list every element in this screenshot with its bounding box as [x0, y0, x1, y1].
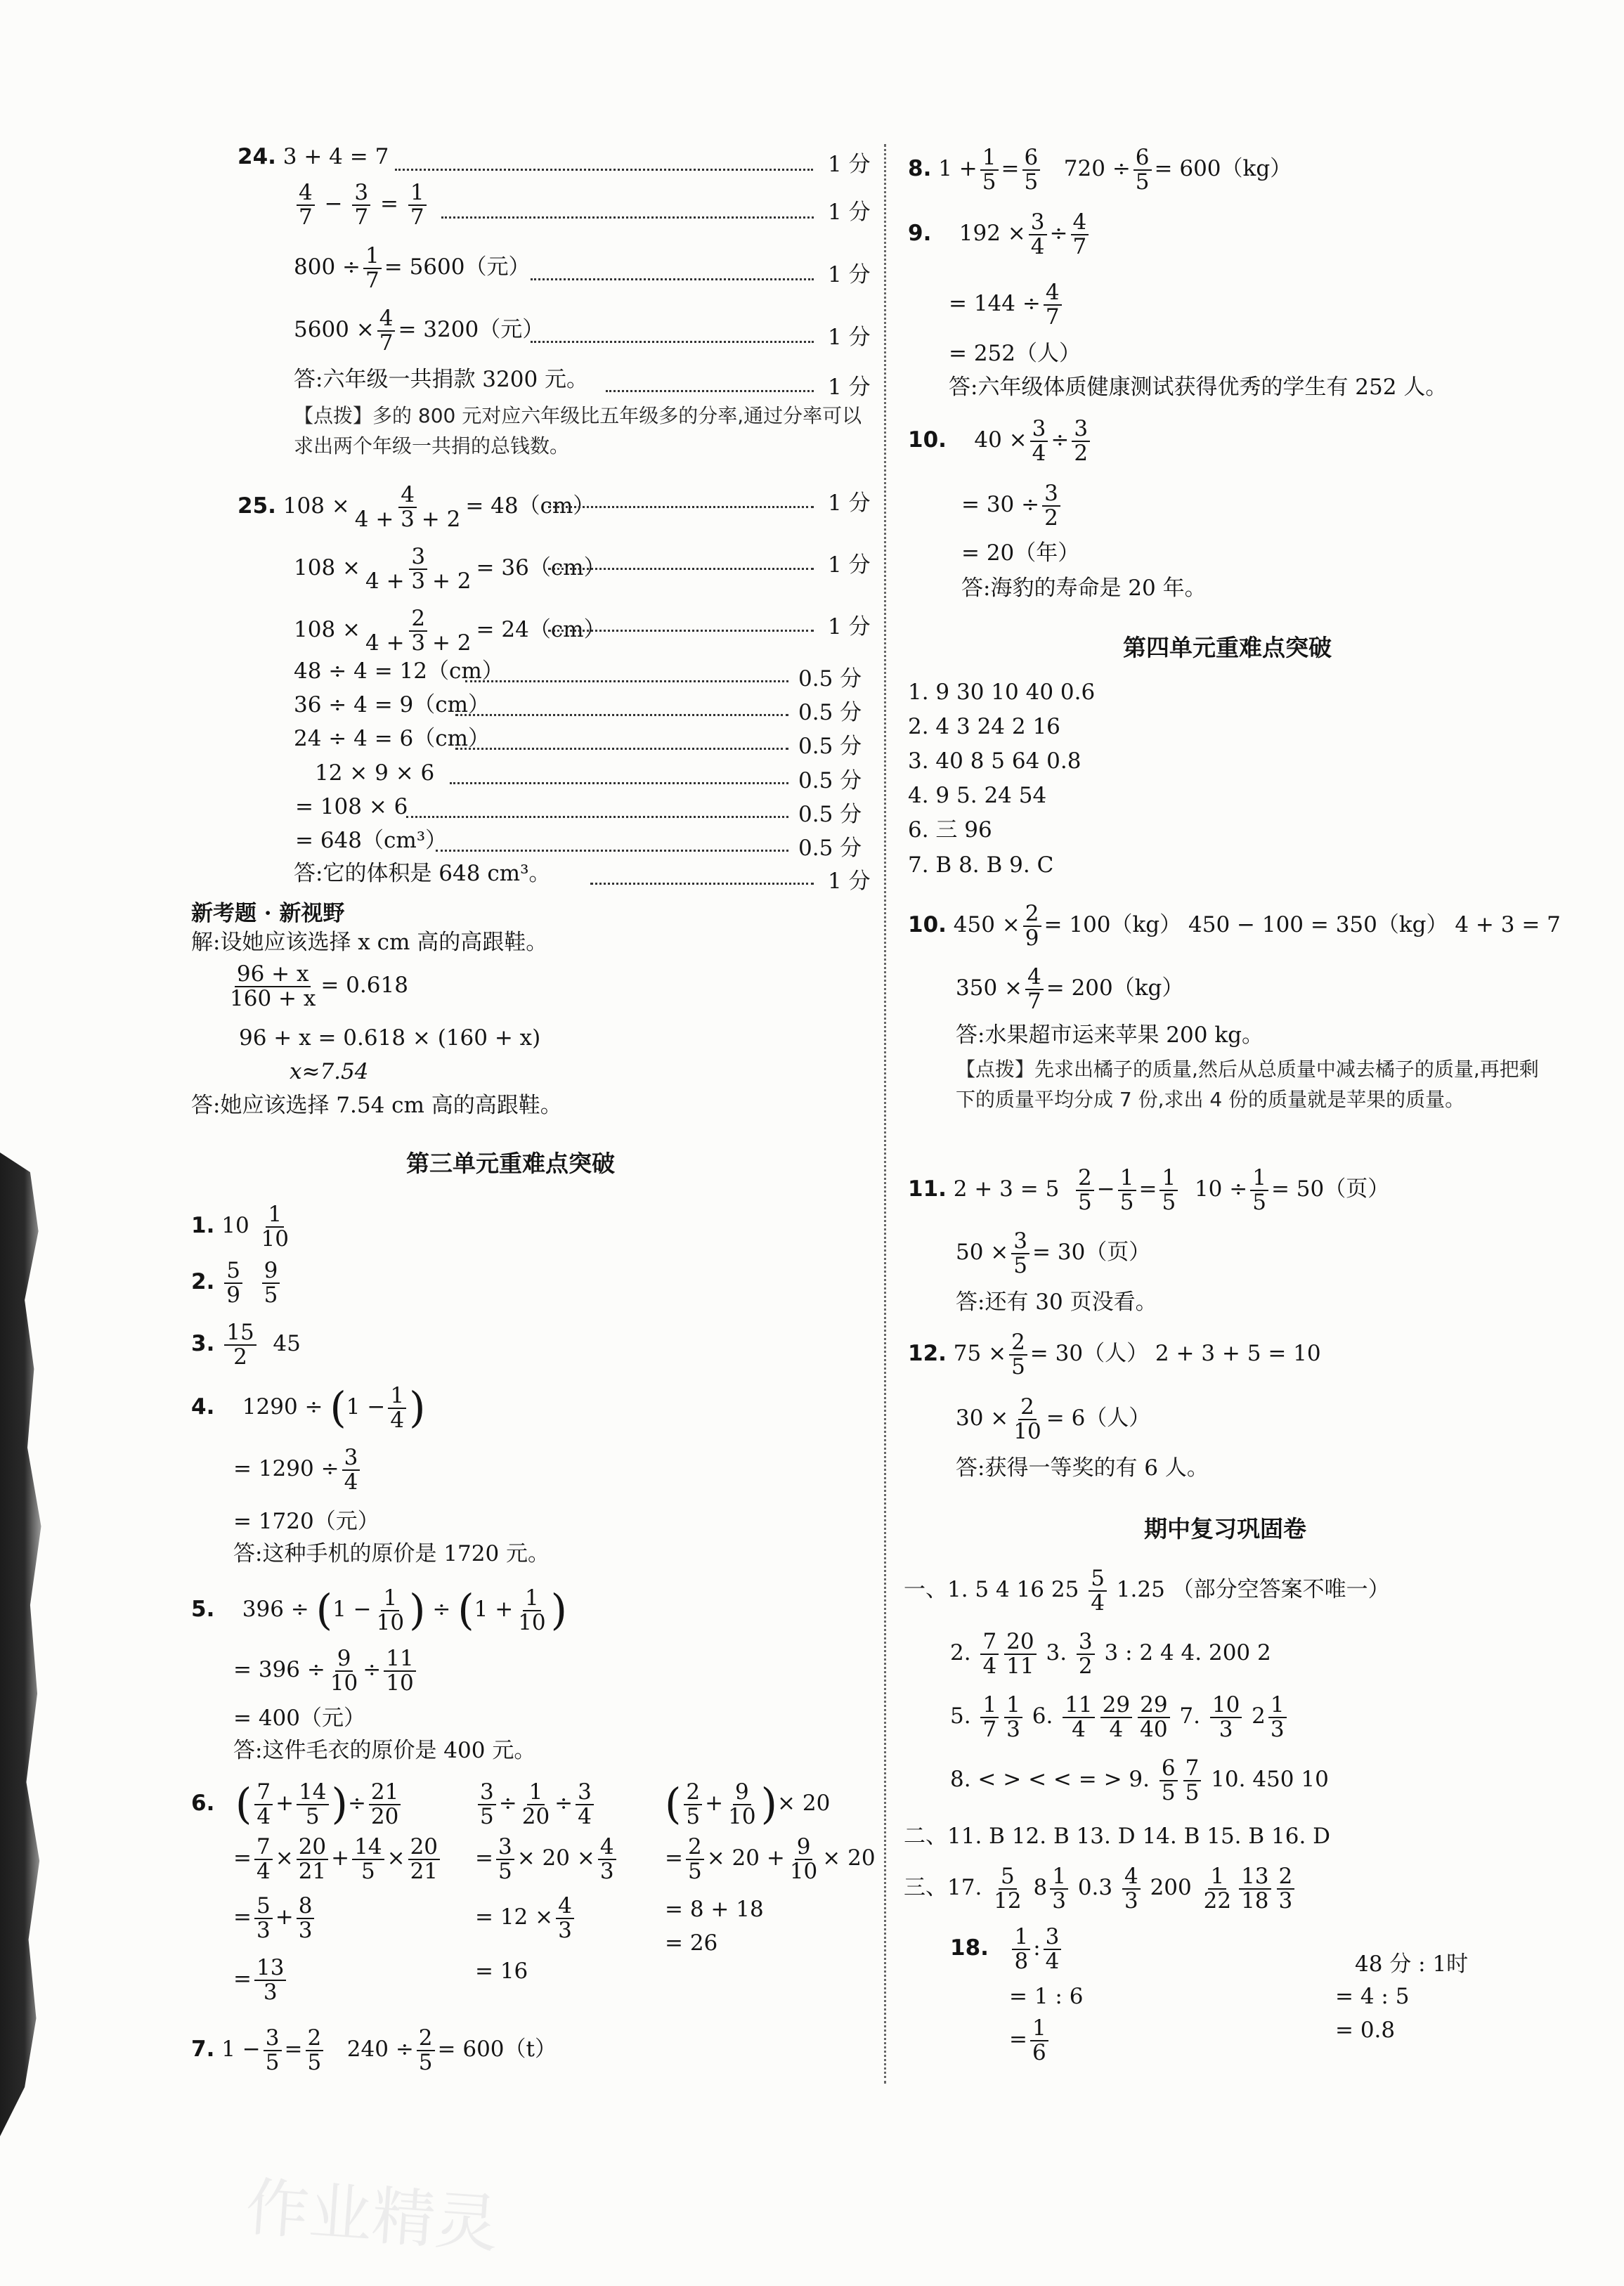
unit3-q6-c2: = $\frac{2}{5}$ × 20 + $\frac{9}{10}$ × 20: [665, 1834, 876, 1884]
unit4-q12-line1: 12. 75 × $\frac{2}{5}$ = 30（人） 2 + 3 + 5 = 10: [908, 1330, 1321, 1379]
unit3-q4-answer: 答:这种手机的原价是 1720 元。: [233, 1541, 550, 1566]
dot-leader: [436, 850, 788, 852]
unit4-q10-tip: 【点拨】先求出橘子的质量,然后从总质量中减去橘子的质量,再把剩下的质量平均分成 7 份,求出 4 份的质量就是苹果的质量。: [956, 1058, 1539, 1112]
q24-score-4: 1 分: [828, 325, 871, 350]
newq-line1: 解:设她应该选择 x cm 高的高跟鞋。: [191, 930, 548, 955]
newq-answer: 答:她应该选择 7.54 cm 高的高跟鞋。: [191, 1093, 562, 1118]
q10-line1: 10. 40 × $\frac{3}{4}$ ÷ $\frac{3}{2}$: [908, 417, 1093, 465]
page-edge-shadow: [0, 1152, 55, 2136]
q25-answer: 答:它的体积是 648 cm³。: [294, 861, 551, 886]
unit3-q6-c3: = 8 + 18: [665, 1897, 764, 1922]
unit3-q5-line1: 5. 396 ÷ (1 − $\frac{1}{10}$ ) ÷ (1 + $\frac{1}{10}$ ): [191, 1585, 568, 1635]
q25-line5: 36 ÷ 4 = 9（cm）: [294, 692, 491, 717]
q24-line4: 5600 × $\frac{4}{7}$ = 3200（元）: [294, 306, 545, 356]
unit3-title: 第三单元重难点突破: [406, 1150, 615, 1177]
q25-score-5: 0.5 分: [798, 700, 862, 725]
unit4-q12-line2: 30 × $\frac{2}{10}$ = 6（人）: [956, 1394, 1151, 1444]
q24-line3: 800 ÷ $\frac{1}{7}$ = 5600（元）: [294, 243, 531, 293]
mid-q18-b1: 48 分 : 1时: [1355, 1951, 1469, 1977]
q25-line8: = 108 × 6: [295, 794, 408, 819]
newq-line2: $\frac{96 + x}{160 + x}$ = 0.618: [230, 961, 408, 1011]
unit3-q7: 7. 1 − $\frac{3}{5}$ = $\frac{2}{5}$ 240 ÷ $\frac{2}{5}$ = 600（t）: [191, 2025, 557, 2075]
q24-line1: 24. 3 + 4 = 7: [238, 144, 389, 169]
q24-score-1: 1 分: [828, 152, 871, 177]
dot-leader: [531, 278, 814, 280]
q9-answer: 答:六年级体质健康测试获得优秀的学生有 252 人。: [949, 375, 1448, 400]
mid-row5: 二、11. B 12. B 13. D 14. B 15. B 16. D: [904, 1824, 1331, 1849]
mid-row3: 5. $\frac{1}{7}$ $\frac{1}{3}$ 6. $\frac{11}{4}$ $\frac{29}{4}$ $\frac{29}{40}$ 7. $\frac{10}{3}$ 2 $\frac{1}{3}$: [950, 1694, 1290, 1741]
unit3-q4-line2: = 1290 ÷ $\frac{3}{4}$: [233, 1446, 363, 1493]
mid-q18-b2: = 4 : 5: [1335, 1984, 1410, 2009]
unit4-line1: 1. 9 30 10 40 0.6: [908, 680, 1096, 705]
mid-row1: 一、1. 5 4 16 25 $\frac{5}{4}$ 1.25 （部分空答案不唯一）: [904, 1566, 1390, 1616]
unit3-q6-b2: = $\frac{3}{5}$ × 20 × $\frac{4}{3}$: [475, 1836, 619, 1883]
watermark: 作业精灵: [243, 2170, 501, 2262]
q10-answer: 答:海豹的寿命是 20 年。: [961, 576, 1207, 601]
q9-line3: = 252（人）: [949, 341, 1081, 366]
q10-line2: = 30 ÷ $\frac{3}{2}$: [961, 482, 1063, 529]
q24-score-5: 1 分: [828, 375, 871, 400]
unit4-line4: 4. 9 5. 24 54: [908, 783, 1047, 808]
dot-leader: [465, 680, 788, 682]
unit4-line5: 6. 三 96: [908, 817, 992, 843]
unit3-q6-c4: = 26: [665, 1930, 718, 1956]
dot-leader: [406, 816, 788, 818]
q25-line2: 108 × $\frac{3}{4 + 3 + 2}$ = 36（cm）: [294, 544, 606, 594]
q9-line1: 9. 192 × $\frac{3}{4}$ ÷ $\frac{4}{7}$: [908, 211, 1091, 258]
q25-score-3: 1 分: [828, 614, 871, 639]
q24-score-2: 1 分: [828, 200, 871, 225]
unit3-q4-line3: = 1720（元）: [233, 1509, 379, 1534]
q25-score-7: 0.5 分: [798, 768, 862, 793]
column-divider: [884, 144, 886, 2084]
mid-q18-line3: = $\frac{1}{6}$: [1009, 2017, 1051, 2064]
q24-line2: $\frac{4}{7}$ − $\frac{3}{7}$ = $\frac{1}{7}$: [294, 181, 429, 228]
dot-leader: [548, 506, 814, 508]
dot-leader: [455, 748, 788, 750]
q10-line3: = 20（年）: [961, 540, 1080, 566]
unit3-q6-a4: = $\frac{13}{3}$: [233, 1956, 289, 2004]
unit4-q11-line1: 11. 2 + 3 = 5 $\frac{2}{5}$ − $\frac{1}{5}$ = $\frac{1}{5}$ 10 ÷ $\frac{1}{5}$ = 50（页）: [908, 1165, 1390, 1215]
q9-line2: = 144 ÷ $\frac{4}{7}$: [949, 281, 1065, 328]
dot-leader: [548, 568, 814, 570]
q24-answer: 答:六年级一共捐款 3200 元。: [294, 367, 589, 392]
unit3-q4-line1: 4. 1290 ÷ (1 − $\frac{1}{4}$ ): [191, 1383, 426, 1433]
dot-leader: [590, 883, 814, 885]
mid-q18-line1: 18. $\frac{1}{8}$ : $\frac{3}{4}$: [950, 1925, 1064, 1973]
q25-line7: 12 × 9 × 6: [315, 760, 435, 786]
q25-score-1: 1 分: [828, 491, 871, 516]
q25-line9: = 648（cm³）: [295, 828, 448, 853]
unit4-line3: 3. 40 8 5 64 0.8: [908, 748, 1081, 774]
unit4-line6: 7. B 8. B 9. C: [908, 852, 1054, 878]
unit3-q1: 1. 10 $\frac{1}{10}$: [191, 1202, 289, 1252]
unit3-q6-a3: = $\frac{5}{3}$ + $\frac{8}{3}$: [233, 1895, 317, 1942]
q25-score-2: 1 分: [828, 552, 871, 578]
q24-score-3: 1 分: [828, 262, 871, 287]
q25-score-8: 0.5 分: [798, 802, 862, 827]
q25-score-9: 0.5 分: [798, 836, 862, 861]
midterm-title: 期中复习巩固卷: [1144, 1515, 1306, 1543]
unit3-q6-b4: = 16: [475, 1959, 528, 1984]
unit3-q6-b3: = 12 × $\frac{4}{3}$: [475, 1895, 577, 1942]
new-question-title: 新考题 · 新视野: [191, 901, 345, 926]
unit3-q6-a1: 6. ( $\frac{7}{4}$ + $\frac{14}{5}$ )÷ $\frac{21}{20}$: [191, 1781, 403, 1828]
mid-row6: 三、17. $\frac{5}{12}$ 8 $\frac{1}{3}$ 0.3 $\frac{4}{3}$ 200 $\frac{1}{22}$ $\frac{13}{18}$ $\frac{2}{3}$: [904, 1865, 1297, 1912]
unit3-q6-a2: = $\frac{7}{4}$ × $\frac{20}{21}$ + $\frac{14}{5}$ × $\frac{20}{21}$: [233, 1836, 443, 1883]
dot-leader: [395, 169, 813, 171]
q25-line4: 48 ÷ 4 = 12（cm）: [294, 658, 504, 684]
unit4-q11-answer: 答:还有 30 页没看。: [956, 1290, 1157, 1315]
mid-row4: 8. < > < < = > 9. $\frac{6}{5}$ $\frac{7}{5}$ 10. 450 10: [950, 1755, 1329, 1805]
newq-line3: 96 + x = 0.618 × (160 + x): [239, 1025, 541, 1051]
unit3-q2: 2. $\frac{5}{9}$ $\frac{9}{5}$: [191, 1259, 282, 1306]
dot-leader: [450, 782, 788, 784]
q25-score-6: 0.5 分: [798, 734, 862, 759]
unit4-title: 第四单元重难点突破: [1123, 634, 1332, 661]
dot-leader: [531, 341, 814, 343]
unit3-q5-line2: = 396 ÷ $\frac{9}{10}$ ÷ $\frac{11}{10}$: [233, 1647, 419, 1694]
dot-leader: [548, 630, 814, 632]
unit4-q11-line2: 50 × $\frac{3}{5}$ = 30（页）: [956, 1228, 1151, 1278]
unit4-q10-line1: 10. 450 × $\frac{2}{9}$ = 100（kg） 450 − 100 = 350（kg） 4 + 3 = 7: [908, 901, 1561, 951]
mid-q18-line2: = 1 : 6: [1009, 1984, 1084, 2009]
mid-q18-b3: = 0.8: [1335, 2018, 1396, 2043]
unit3-q5-answer: 答:这件毛衣的原价是 400 元。: [233, 1738, 536, 1763]
unit4-line2: 2. 4 3 24 2 16: [908, 714, 1060, 739]
q25-score-10: 1 分: [828, 869, 871, 894]
unit3-q6-c1: ( $\frac{2}{5}$ + $\frac{9}{10}$ )× 20: [665, 1779, 831, 1829]
unit4-q10-line2: 350 × $\frac{4}{7}$ = 200（kg）: [956, 964, 1184, 1014]
unit4-q10-answer: 答:水果超市运来苹果 200 kg。: [956, 1022, 1264, 1048]
q25-line6: 24 ÷ 4 = 6（cm）: [294, 726, 491, 751]
dot-leader: [606, 390, 814, 392]
unit3-q3: 3. $\frac{15}{2}$ 45: [191, 1320, 301, 1370]
newq-line4: x≈7.54: [290, 1059, 369, 1084]
dot-leader: [441, 216, 814, 219]
unit3-q6-b1: $\frac{3}{5}$ ÷ $\frac{1}{20}$ ÷ $\frac{3}{4}$: [475, 1781, 597, 1828]
q24-tip: 【点拨】多的 800 元对应六年级比五年级多的分率,通过分率可以求出两个年级一共捐的总钱数。: [294, 404, 862, 458]
unit4-q12-answer: 答:获得一等奖的有 6 人。: [956, 1455, 1209, 1481]
mid-row2: 2. $\frac{7}{4}$ $\frac{20}{11}$ 3. $\frac{3}{2}$ 3 : 2 4 4. 200 2: [950, 1629, 1271, 1679]
dot-leader: [455, 714, 788, 716]
q25-score-4: 0.5 分: [798, 666, 862, 691]
q25-line1: 25. 108 × $\frac{4}{4 + 3 + 2}$ = 48（cm）: [238, 482, 595, 532]
q25-line3: 108 × $\frac{2}{4 + 3 + 2}$ = 24（cm）: [294, 606, 606, 656]
unit3-q5-line3: = 400（元）: [233, 1706, 365, 1731]
q8: 8. 1 + $\frac{1}{5}$ = $\frac{6}{5}$ 720 ÷ $\frac{6}{5}$ = 600（kg）: [908, 145, 1292, 195]
